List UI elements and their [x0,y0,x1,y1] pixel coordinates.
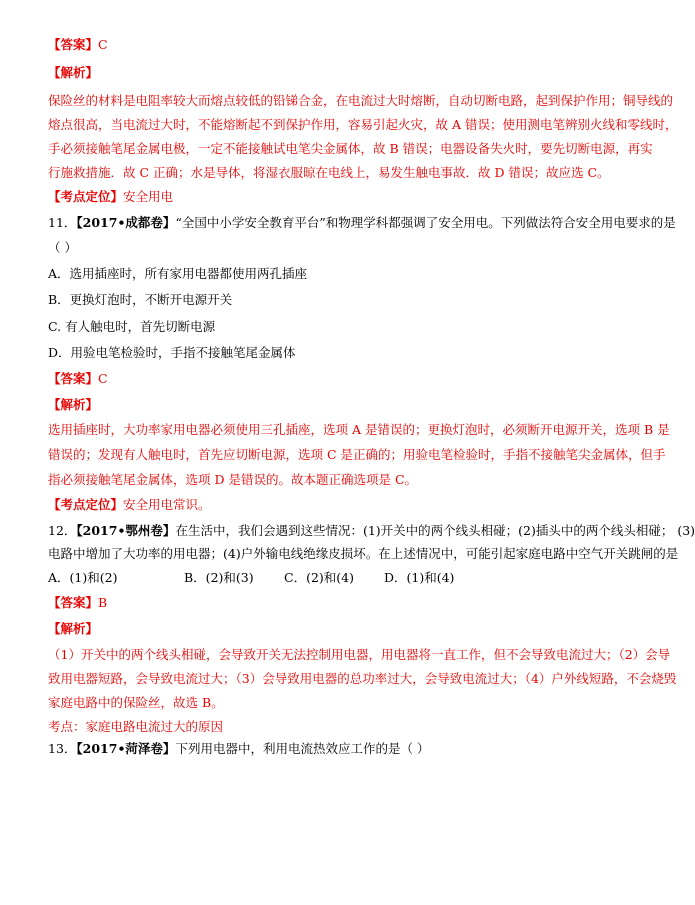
option-a: A．(1)和(2) [48,570,118,585]
analysis-text-line: 保险丝的材料是电阻率较大而熔点较低的铅锑合金，在电流过大时熔断，自动切断电路，起到保护作用；铜导线的 [48,93,674,108]
option-b: B．更换灯泡时，不断开电源开关 [48,292,233,307]
topic-tag: 【考点定位】 [48,189,124,204]
topic-line [48,497,608,513]
question-12-stem [48,523,695,539]
option-c: C．(2)和(4) [284,570,354,585]
analysis-text-line: 指必须接触笔尾金属体，选项 D 是错误的。故本题正确选项是 C。 [48,472,418,487]
answer-line [48,37,608,53]
answer-tag: 【答案】 [48,595,99,610]
analysis-text-line: 选用插座时，大功率家用电器必须使用三孔插座，选项 A 是错误的；更换灯泡时，必须断开电源开关，选项 B 是 [48,422,670,437]
topic-value: 安全用电常识。 [123,497,211,512]
question-number: 11． [48,215,77,230]
analysis-text-line: 熔点很高，当电流过大时，不能熔断起不到保护作用，容易引起火灾，故 A 错误；使用测电笔辨别火线和零线时， [48,117,678,132]
topic-line [48,189,608,205]
analysis-text-line: 手必须接触笔尾金属电极，一定不能接触试电笔尖金属体，故 B 错误；电器设备失火时，要先切断电源，再实 [48,141,653,156]
topic-tag: 【考点定位】 [48,497,124,512]
answer-value: B [98,595,108,610]
question-13-stem [48,741,608,757]
question-source: 【2017•成都卷】 [76,215,176,230]
option-c: C. 有人触电时，首先切断电源 [48,319,216,334]
question-11-bracket: （ ） [48,240,77,255]
analysis-heading: 【解析】 [48,65,99,80]
answer-line [48,595,608,611]
analysis-text-line: 致用电器短路，会导致电流过大；（3）会导致用电器的总功率过大，会导致电流过大；（4）户外线短路，不会烧毁 [48,671,677,686]
answer-tag: 【答案】 [48,371,99,386]
analysis-heading: 【解析】 [48,621,99,636]
question-source: 【2017•菏泽卷】 [76,741,176,756]
question-number: 13． [48,741,77,756]
answer-value: C [98,371,108,386]
topic-line: 考点：家庭电路电流过大的原因 [48,719,224,734]
question-12-stem-cont: 电路中增加了大功率的用电器；(4)户外输电线绝缘皮损坏。在上述情况中，可能引起家庭电路中空气开关跳闸的是 [48,546,679,561]
analysis-text-line: 错误的；发现有人触电时，首先应切断电源，选项 C 是正确的；用验电笔检验时，手指不接触笔尖金属体，但手 [48,447,666,462]
option-d: D．用验电笔检验时，手指不接触笔尾金属体 [48,345,296,360]
option-d: D．(1)和(4) [384,570,455,585]
analysis-heading: 【解析】 [48,397,99,412]
question-source: 【2017•鄂州卷】 [76,523,176,538]
question-stem: “全国中小学安全教育平台”和物理学科都强调了安全用电。下列做法符合安全用电要求的是 [175,215,676,230]
topic-value: 安全用电 [123,189,174,204]
question-stem: 在生活中，我们会遇到这些情况：(1)开关中的两个线头相碰；(2)插头中的两个线头相碰； (3) [175,523,695,538]
analysis-text-line: 行施救措施．故 C 正确；水是导体，将湿衣服晾在电线上，易发生触电事故．故 D 错误；故应选 C。 [48,165,610,180]
answer-line [48,371,608,387]
question-11-stem [48,215,676,231]
option-a: A．选用插座时，所有家用电器都使用两孔插座 [48,266,308,281]
analysis-text-line: （1）开关中的两个线头相碰，会导致开关无法控制用电器，用电器将一直工作，但不会导致电流过大；（2）会导 [48,647,671,662]
question-number: 12． [48,523,77,538]
analysis-text-line: 家庭电路中的保险丝，故选 B。 [48,695,224,710]
option-b: B．(2)和(3) [184,570,254,585]
answer-tag: 【答案】 [48,37,99,52]
answer-value: C [98,37,108,52]
question-stem: 下列用电器中，利用电流热效应工作的是（ ） [175,741,430,756]
